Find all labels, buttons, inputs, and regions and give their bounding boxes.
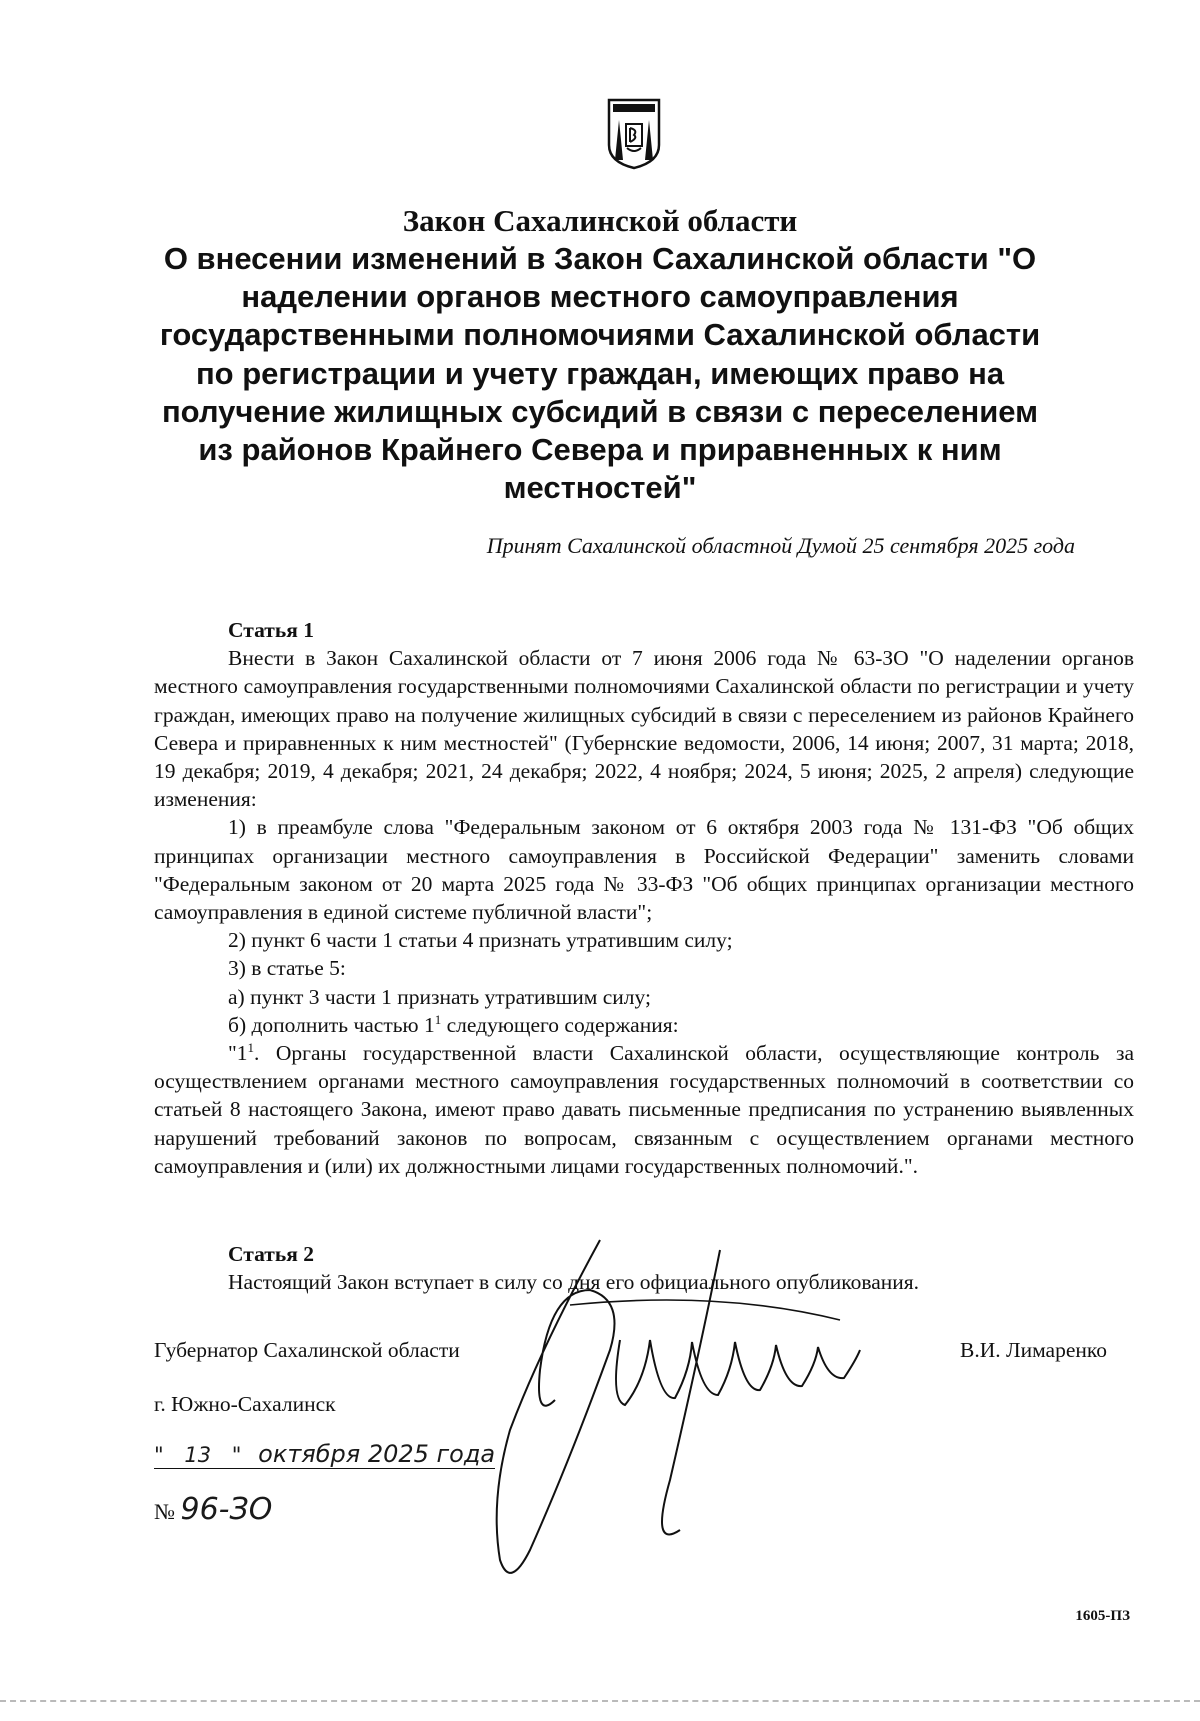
article-2-title: Статья 2 <box>228 1242 314 1266</box>
item-3b-superscript: 1 <box>434 1011 442 1027</box>
signing-city: г. Южно-Сахалинск <box>154 1392 336 1416</box>
article-1 <box>154 616 1134 1180</box>
article-1-intro: Внести в Закон Сахалинской области от 7 июня 2006 года № 63-ЗО "О наделении органов местного самоуправления государственными полномочиями Сахалинской области по регистрации и учету граждан, имеющих право на получение жилищных субсидий в связи с переселением из районов Крайнего Севера и приравненных к ним местностей" (Губернские ведомости, 2006, 14 июня; 2007, 31 марта; 2018, 19 декабря; 2019, 4 декабря; 2021, 24 декабря; 2022, 4 ноября; 2024, 5 июня; 2025, 2 апреля) следующие изменения: <box>154 646 1134 812</box>
date-open-quote: " <box>154 1443 164 1467</box>
date-day: 13 <box>184 1443 212 1467</box>
article-1-item-1: 1) в преамбуле слова "Федеральным законом от 6 октября 2003 года № 131-ФЗ "Об общих принципах организации местного самоуправления в Российской Федерации" заменить словами "Федеральным законом от 20 марта 2025 года № 33-ФЗ "Об общих принципах организации местного самоуправления в единой системе публичной власти"; <box>154 815 1134 925</box>
article-1-item-3: 3) в статье 5: <box>228 956 346 981</box>
scan-edge-line <box>0 1700 1200 1704</box>
adoption-note: Принят Сахалинской областной Думой 25 сентября 2025 года <box>486 533 1075 558</box>
law-number <box>154 1492 272 1527</box>
article-2-text: Настоящий Закон вступает в силу со дня его официального опубликования. <box>228 1270 920 1295</box>
new-part-superscript: 1 <box>247 1039 255 1055</box>
date-close-quote: " <box>231 1443 242 1467</box>
number-value-handwritten: 96-ЗО <box>180 1492 273 1527</box>
article-1-title: Статья 1 <box>228 618 314 642</box>
coat-of-arms-emblem <box>605 90 663 170</box>
governor-position: Губернатор Сахалинской области <box>154 1338 460 1362</box>
handwritten-signature <box>420 1230 980 1590</box>
number-prefix: № <box>154 1499 175 1524</box>
document-code: 1605-ПЗ <box>1075 1608 1130 1624</box>
new-part-number: "1 <box>228 1041 248 1066</box>
article-1-new-part <box>154 1039 1134 1180</box>
document-subtitle: О внесении изменений в Закон Сахалинской области "О наделении органов местного самоуправления государственными полномочиями Сахалинской области по регистрации и учету граждан, имеющих право на получение жилищных субсидий в связи с переселением из районов Крайнего Севера и приравненных к ним местностей" <box>159 241 1041 506</box>
new-part-text: . Органы государственной власти Сахалинской области, осуществляющие контроль за осуществлением органами местного самоуправления государственных полномочий в соответствии со статьей 8 настоящего Закона, имеют право давать письменные предписания по устранению выявленных нарушений требований законов по вопросам, связанным с осуществлением органами местного самоуправления и (или) их должностными лицами государственных полномочий.". <box>154 1041 1134 1178</box>
governor-name: В.И. Лимаренко <box>960 1338 1107 1362</box>
document-title: Закон Сахалинской области <box>402 203 798 238</box>
article-1-item-2: 2) пункт 6 части 1 статьи 4 признать утратившим силу; <box>228 928 733 953</box>
date-month-year: октября 2025 года <box>258 1440 496 1468</box>
item-3b-text-end: следующего содержания: <box>441 1012 679 1037</box>
item-3b-text: б) дополнить частью 1 <box>228 1012 435 1037</box>
article-1-item-3a: а) пункт 3 части 1 признать утратившим силу; <box>228 984 651 1009</box>
article-1-item-3b <box>154 1011 1134 1039</box>
